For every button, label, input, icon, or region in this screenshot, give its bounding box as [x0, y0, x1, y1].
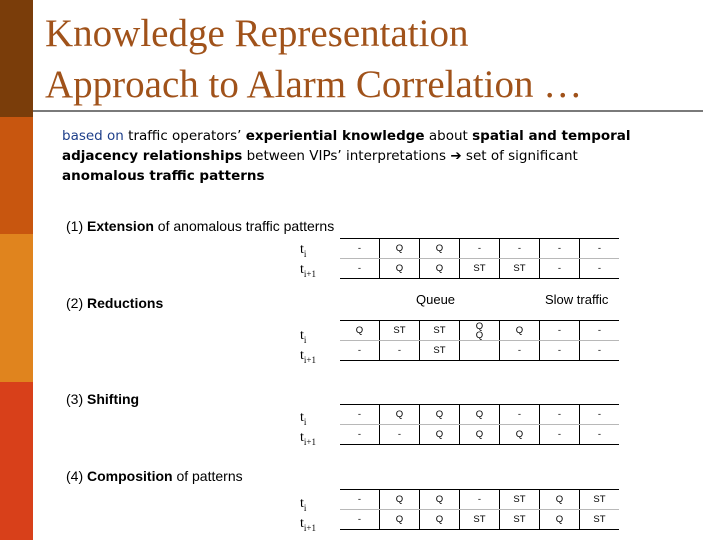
section-reductions-heading: (2) Reductions [66, 295, 164, 311]
pattern-cell: - [580, 341, 620, 361]
pattern-row [340, 510, 619, 530]
pattern-cell: Q [540, 510, 580, 530]
pattern-cell: Q [380, 405, 420, 425]
accent-bar-bottom [0, 382, 33, 540]
pattern-row [340, 341, 619, 361]
slide-title [45, 8, 705, 110]
accent-bar-second [0, 117, 33, 234]
pattern-cell: Q [380, 259, 420, 279]
pattern-cell: Q [500, 321, 540, 341]
pattern-cell: - [340, 490, 380, 510]
pattern-cell: Q [420, 490, 460, 510]
pattern-cell: - [580, 405, 620, 425]
pattern-cell: Q Q [460, 321, 500, 341]
time-labels: $t_i$ $t_{i+1}$ [300, 496, 316, 533]
pattern-cell: - [340, 259, 380, 279]
right-arrow-icon: ➔ [450, 148, 462, 164]
pattern-row [340, 321, 619, 341]
queue-label: Queue [416, 292, 456, 307]
pattern-row [340, 425, 619, 445]
pattern-cell: - [580, 239, 620, 259]
intro-highlight: based on [62, 128, 124, 144]
pattern-cell: - [540, 259, 580, 279]
pattern-cell: ST [380, 321, 420, 341]
pattern-cell: - [580, 425, 620, 445]
composition-pattern-table [340, 489, 619, 530]
pattern-cell: Q [420, 405, 460, 425]
reductions-pattern-table [340, 320, 619, 361]
pattern-cell [460, 341, 500, 361]
pattern-cell: Q [460, 405, 500, 425]
pattern-cell: Q [380, 510, 420, 530]
pattern-cell: - [540, 341, 580, 361]
pattern-cell: ST [500, 490, 540, 510]
pattern-cell: Q [420, 259, 460, 279]
time-labels: $t_i$ $t_{i+1}$ [300, 410, 316, 447]
accent-bar-top [0, 0, 33, 117]
pattern-cell: ST [500, 259, 540, 279]
pattern-row [340, 490, 619, 510]
pattern-cell: Q [340, 321, 380, 341]
pattern-cell: - [540, 425, 580, 445]
pattern-cell: - [380, 425, 420, 445]
pattern-cell: Q [460, 425, 500, 445]
pattern-cell: - [340, 341, 380, 361]
accent-bar-third [0, 234, 33, 382]
pattern-row [340, 259, 619, 279]
pattern-cell: - [540, 405, 580, 425]
pattern-cell: Q [420, 510, 460, 530]
pattern-cell: ST [580, 510, 620, 530]
pattern-cell: - [340, 405, 380, 425]
section-composition-heading: (4) Composition of patterns [66, 468, 243, 484]
pattern-cell: - [340, 239, 380, 259]
pattern-cell: - [460, 490, 500, 510]
time-labels: $t_i$ $t_{i+1}$ [300, 328, 316, 365]
pattern-cell: - [580, 259, 620, 279]
pattern-cell: - [500, 405, 540, 425]
pattern-cell: Q [540, 490, 580, 510]
time-labels: $t_i$ $t_{i+1}$ [300, 242, 316, 279]
pattern-cell: - [540, 239, 580, 259]
pattern-cell: Q [380, 239, 420, 259]
pattern-cell: ST [580, 490, 620, 510]
pattern-cell: ST [420, 321, 460, 341]
section-shifting-heading: (3) Shifting [66, 391, 140, 407]
pattern-cell: Q [500, 425, 540, 445]
pattern-row [340, 239, 619, 259]
pattern-cell: - [500, 239, 540, 259]
pattern-cell: - [460, 239, 500, 259]
pattern-cell: ST [420, 341, 460, 361]
title-divider [33, 110, 703, 112]
pattern-cell: Q [420, 239, 460, 259]
pattern-cell: - [580, 321, 620, 341]
pattern-cell: - [500, 341, 540, 361]
title-line-2: Approach to Alarm Correlation … [45, 63, 583, 106]
pattern-row [340, 405, 619, 425]
pattern-cell: - [340, 425, 380, 445]
pattern-cell: ST [460, 510, 500, 530]
pattern-cell: ST [500, 510, 540, 530]
title-line-1: Knowledge Representation [45, 12, 469, 55]
intro-paragraph: based on traffic operators’ experiential knowledge about spatial and temporal adjacency relationships between VIPs’ interpretations ➔ set of significant anomalous traffic patterns [62, 128, 631, 184]
extension-pattern-table [340, 238, 619, 279]
slow-traffic-label: Slow traffic [545, 292, 609, 307]
pattern-cell: - [380, 341, 420, 361]
shifting-pattern-table [340, 404, 619, 445]
pattern-cell: - [540, 321, 580, 341]
pattern-cell: Q [420, 425, 460, 445]
pattern-cell: Q [380, 490, 420, 510]
pattern-cell: - [340, 510, 380, 530]
section-extension-heading: (1) Extension of anomalous traffic patterns [66, 218, 335, 234]
pattern-cell: ST [460, 259, 500, 279]
